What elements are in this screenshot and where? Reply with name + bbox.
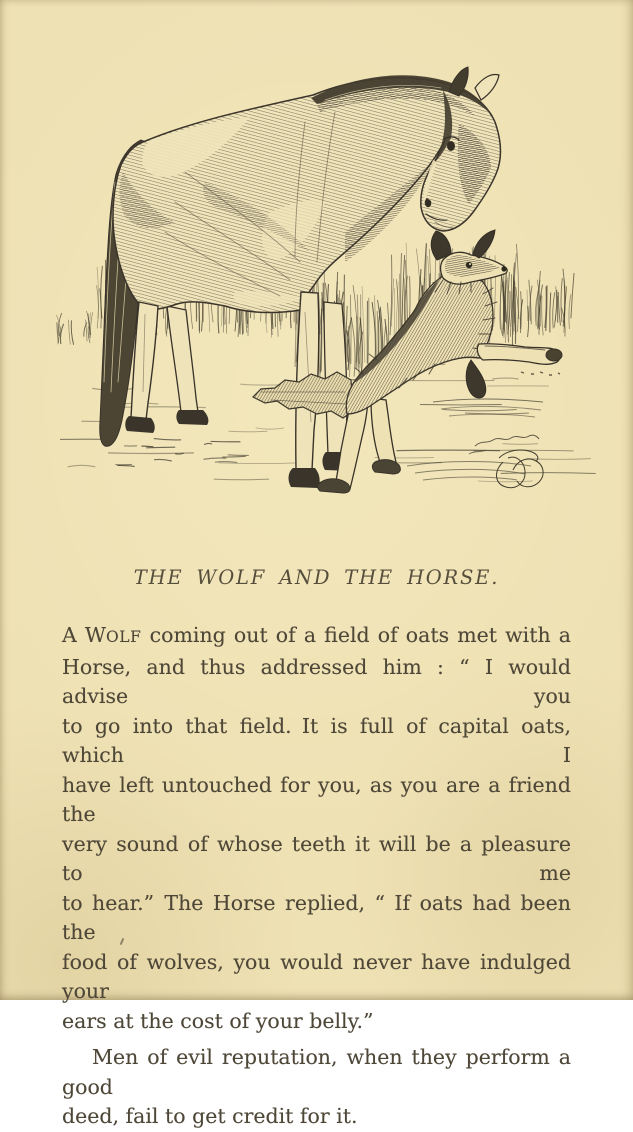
text-line: to go into that field. It is full of capital oats, which I [62, 713, 571, 767]
text-line: food of wolves, you would never have indulged your [62, 949, 571, 1003]
horse-eye-icon [447, 141, 455, 151]
text-line: Men of evil reputation, when they perform a good [62, 1045, 571, 1099]
wolf-eye-icon [466, 262, 472, 268]
fable-illustration [55, 62, 580, 507]
wolf-dangling-paw [466, 360, 486, 398]
fable-title: THE WOLF AND THE HORSE. [133, 566, 500, 589]
wolf-paw-icon [546, 349, 562, 361]
text-line: to hear.” The Horse replied, “ If oats had been the [62, 890, 571, 944]
drop-cap-words: A W [62, 623, 106, 647]
text-line: Horse, and thus addressed him : “ I would advise you [62, 654, 571, 708]
text-line: have left untouched for you, as you are a friend the [62, 772, 571, 826]
text-line: deed, fail to get credit for it. [62, 1104, 358, 1128]
wolf-ear-icon [431, 231, 451, 260]
fable-text [62, 621, 571, 1132]
text-line: very sound of whose teeth it will be a pleasure to me [62, 831, 571, 885]
wolf-ear-icon [473, 230, 495, 258]
text-line: A WOLF coming out of a field of oats met with a [62, 623, 571, 647]
paragraph-break [62, 1036, 571, 1043]
horse-ear-icon [475, 75, 499, 100]
wolf-nose-icon [501, 266, 506, 271]
text-line: ears at the cost of your belly.” [62, 1008, 374, 1033]
small-caps: OLF [105, 628, 142, 646]
